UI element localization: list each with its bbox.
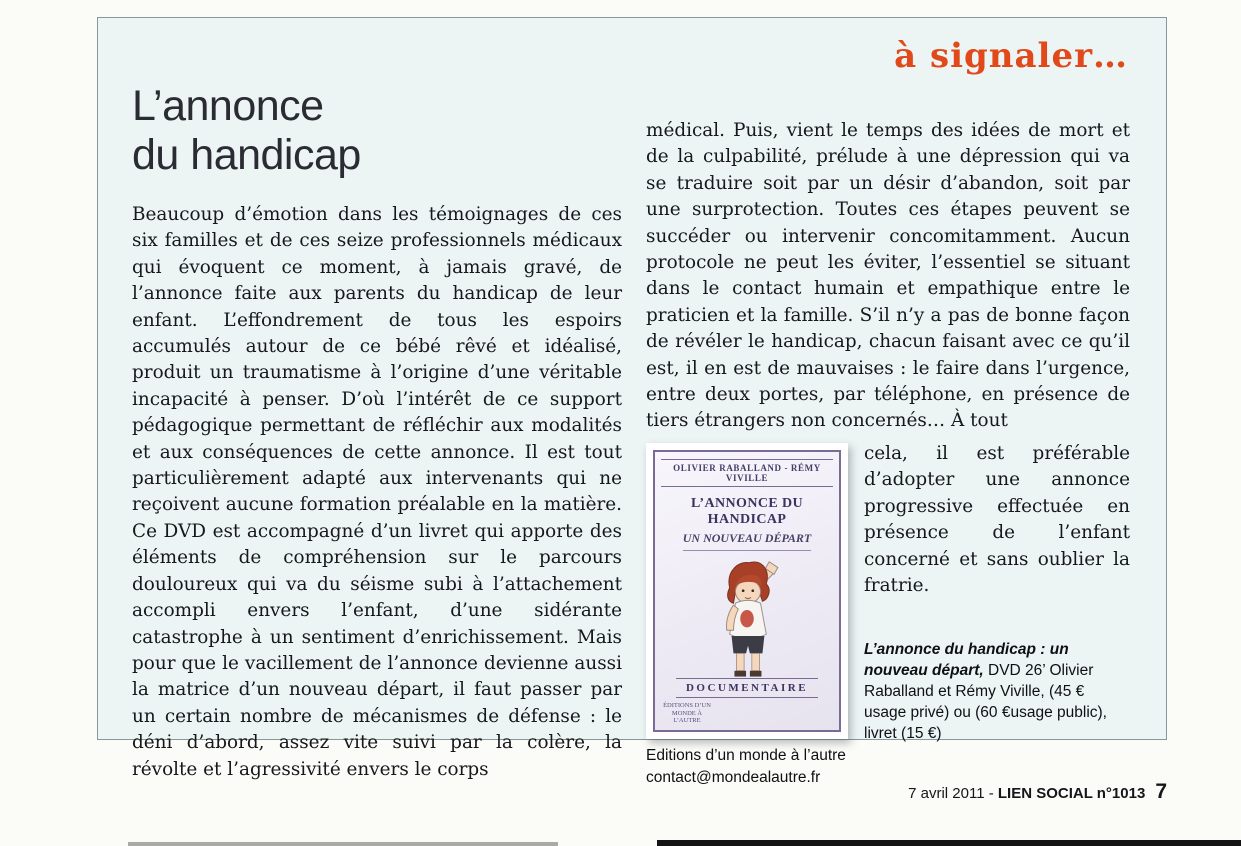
girl-illustration: [691, 555, 803, 679]
dvd-cover-image: [646, 443, 848, 739]
article-body-right-p2: cela, il est préférable d’adopter une annonce progressive effectuée en présence de l’enfant concerné et sans oublier la fratrie.: [864, 442, 1130, 596]
section-label: à signaler…: [894, 36, 1128, 76]
dvd-section: [646, 441, 1130, 788]
caption-title: L’annonce du handicap : un nouveau départ,: [864, 641, 1069, 680]
dvd-publisher-logo: ÉDITIONS D’UN MONDE À L’AUTRE: [663, 702, 711, 725]
page-footer: [97, 780, 1167, 804]
caption-contact-email: contact@mondealautre.fr: [646, 769, 821, 787]
article-title-line2: du handicap: [132, 131, 361, 180]
dvd-subtitle: UN NOUVEAU DÉPART: [683, 531, 811, 551]
left-column: [132, 202, 622, 783]
dvd-authors: OLIVIER RABALLAND - RÉMY VIVILLE: [661, 459, 833, 487]
article-body-right-p1: médical. Puis, vient le temps des idées de mort et de la culpabilité, prélude à une dépression qui va se traduire soit par un désir d’abandon, soit par une surprotection. Toutes ces étapes peuvent se succéder ou intervenir concomitamment. Aucun protocole ne peut les éviter, l’essentiel se situant dans le contact humain et empathique entre le praticien et la famille. S’il n’y a pas de bonne façon de révéler le handicap, chacun faisant avec ce qu’il est, il en est de mauvaises : le faire dans l’urgence, entre deux portes, par téléphone, en présence de tiers étrangers non concernés… À tout: [646, 120, 1130, 432]
article-title-line1: L’annonce: [132, 82, 324, 130]
magazine-page: [97, 17, 1167, 787]
dvd-cover-inner: [653, 450, 841, 732]
caption-body: DVD 26’ Olivier Raballand et Rémy Viville, (45 € usage privé) ou (60 €usage public), livret (15 €): [864, 662, 1107, 743]
caption-publisher: Editions d’un monde à l’autre: [646, 747, 846, 765]
footer-magazine-name: LIEN SOCIAL n°1013: [997, 785, 1146, 802]
scan-artifact-gray: [128, 842, 558, 846]
article-title: [132, 82, 361, 181]
article-body-left: Beaucoup d’émotion dans les témoignages de ces six familles et de ces seize professionnels médicaux qui évoquent ce moment, à jamais gravé, de l’annonce faite aux parents du handicap de leur enfant. L’effondrement de tous les espoirs accumulés autour de ce bébé rêvé et idéalisé, produit un traumatisme à l’origine d’une véritable incapacité à penser. D’où l’intérêt de ce support pédagogique permettant de réfléchir aux modalités et aux conséquences de cette annonce. Il est tout particulièrement adapté aux intervenants qui ne reçoivent aucune formation préalable en la matière. Ce DVD est accompagné d’un livret qui apporte des éléments de compréhension sur le parcours douloureux qui va du séisme subi à l’attachement accompli envers l’enfant, d’une sidérante catastrophe à un sentiment d’enrichissement. Mais pour que le vacillement de l’annonce devienne aussi la matrice d’un nouveau départ, il faut passer par un certain nombre de mécanismes de défense : le déni d’abord, assez vite suivi par la colère, la révolte et l’agressivité envers le corps: [132, 204, 622, 780]
footer-page-number: 7: [1155, 780, 1167, 803]
scan-artifact-dark: [657, 840, 1241, 846]
right-column: [646, 118, 1130, 788]
dvd-genre: DOCUMENTAIRE: [676, 678, 817, 698]
footer-date: 7 avril 2011 -: [908, 785, 998, 802]
dvd-title: L’ANNONCE DU HANDICAP: [690, 495, 803, 527]
